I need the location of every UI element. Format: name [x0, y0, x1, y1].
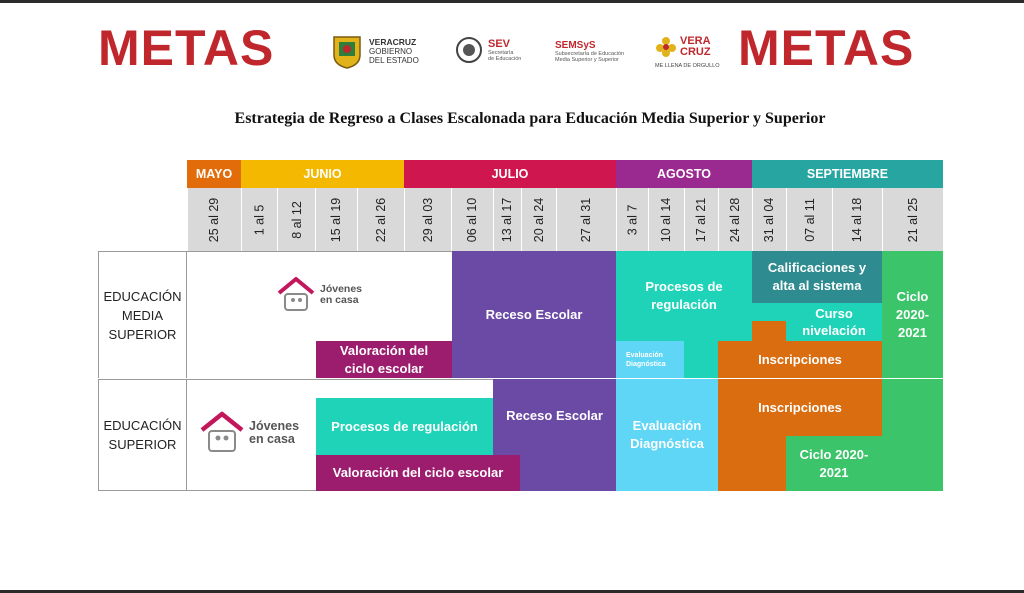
month-julio: JULIO	[404, 160, 616, 188]
week-cell: 14 al 18	[832, 188, 882, 251]
week-cell: 3 al 7	[616, 188, 648, 251]
jovenes-line2: en casa	[320, 294, 359, 306]
row-label-media-superior: EDUCACIÓN MEDIA SUPERIOR	[98, 251, 187, 379]
ems-calificaciones: Calificaciones y alta al sistema	[752, 251, 882, 303]
ems-evaluacion-diagnostica: Evaluación Diagnóstica	[616, 341, 684, 379]
es-procesos-regulacion: Procesos de regulación	[316, 398, 493, 455]
logo-sev-line1: Secretaría	[488, 50, 514, 56]
week-cell: 29 al 03	[404, 188, 451, 251]
page-title: Estrategia de Regreso a Clases Escalonada para Educación Media Superior y Superior	[234, 110, 826, 127]
ems-ciclo: Ciclo 2020-2021	[882, 251, 943, 379]
week-cell: 24 al 28	[718, 188, 752, 251]
week-cell: 25 al 29	[187, 188, 241, 251]
ems-teal-gap	[684, 341, 718, 379]
month-agosto: AGOSTO	[616, 160, 752, 188]
logo-gobierno-line2: GOBIERNO	[369, 46, 413, 56]
week-cell: 20 al 24	[521, 188, 556, 251]
week-cell: 27 al 31	[556, 188, 616, 251]
week-cell: 13 al 17	[493, 188, 521, 251]
metas-right-heading: METAS	[738, 20, 915, 76]
es-receso-escolar: Receso Escolar	[493, 379, 616, 491]
house-icon	[199, 410, 245, 456]
es-green-fill	[882, 379, 943, 491]
week-cell: 1 al 5	[241, 188, 277, 251]
week-cell: 15 al 19	[315, 188, 357, 251]
ems-procesos-regulacion: Procesos de regulación	[616, 251, 752, 341]
jovenes-line1: Jóvenes	[320, 283, 363, 295]
coat-of-arms-icon	[330, 33, 364, 69]
month-mayo: MAYO	[187, 160, 241, 188]
row-divider	[98, 378, 943, 379]
month-septiembre: SEPTIEMBRE	[752, 160, 943, 188]
logo-sev-name: SEV	[488, 38, 511, 50]
logo-sev-line2: de Educación	[488, 56, 522, 62]
week-cell: 10 al 14	[648, 188, 684, 251]
es-orange-fill	[718, 436, 786, 491]
es-evaluacion-diagnostica: Evaluación Diagnóstica	[616, 379, 718, 491]
week-cell: 17 al 21	[684, 188, 718, 251]
logo-veracruz-line1: VERA	[680, 35, 711, 47]
logo-veracruz-line2: CRUZ	[680, 46, 711, 58]
week-cell: 21 al 25	[882, 188, 943, 251]
week-cell: 22 al 26	[357, 188, 404, 251]
logo-veracruz-tagline: ME LLENA DE ORGULLO	[655, 63, 720, 69]
es-ciclo: Ciclo 2020-2021	[786, 436, 882, 491]
row-label-superior: EDUCACIÓN SUPERIOR	[98, 379, 187, 491]
month-junio: JUNIO	[241, 160, 404, 188]
ems-inscripciones: Inscripciones	[718, 341, 882, 379]
ems-receso-escolar: Receso Escolar	[452, 251, 616, 379]
week-cell: 31 al 04	[752, 188, 786, 251]
house-icon	[276, 276, 316, 314]
top-border	[0, 0, 1024, 3]
ems-orange-fill	[752, 321, 786, 341]
logo-semsys-name: SEMSyS	[555, 40, 596, 51]
sev-seal-icon	[455, 36, 483, 64]
logo-semsys-line2: Media Superior y Superior	[555, 57, 619, 63]
jovenes-en-casa-logo-es	[199, 410, 299, 456]
jovenes-line2: en casa	[249, 432, 295, 446]
week-cell: 06 al 10	[451, 188, 493, 251]
jovenes-en-casa-logo-ems	[276, 276, 362, 314]
logo-gobierno-line1: VERACRUZ	[369, 36, 417, 47]
ems-valoracion: Valoración del ciclo escolar	[316, 341, 452, 379]
week-cell: 8 al 12	[277, 188, 315, 251]
ems-curso-nivelacion: Curso nivelación	[786, 303, 882, 341]
logo-gobierno-veracruz	[330, 33, 419, 69]
metas-left-heading: METAS	[98, 20, 275, 76]
logo-semsys-line1: Subsecretaría de Educación	[555, 51, 625, 57]
logo-gobierno-line3: DEL ESTADO	[369, 55, 419, 65]
week-cell: 07 al 11	[786, 188, 832, 251]
veracruz-flower-icon	[655, 36, 677, 58]
es-inscripciones: Inscripciones	[718, 379, 882, 436]
logo-veracruz	[655, 36, 711, 58]
es-valoracion: Valoración del ciclo escolar	[316, 455, 520, 491]
logo-sev	[455, 36, 521, 64]
jovenes-line1: Jóvenes	[249, 419, 300, 433]
logo-semsys	[555, 40, 624, 63]
